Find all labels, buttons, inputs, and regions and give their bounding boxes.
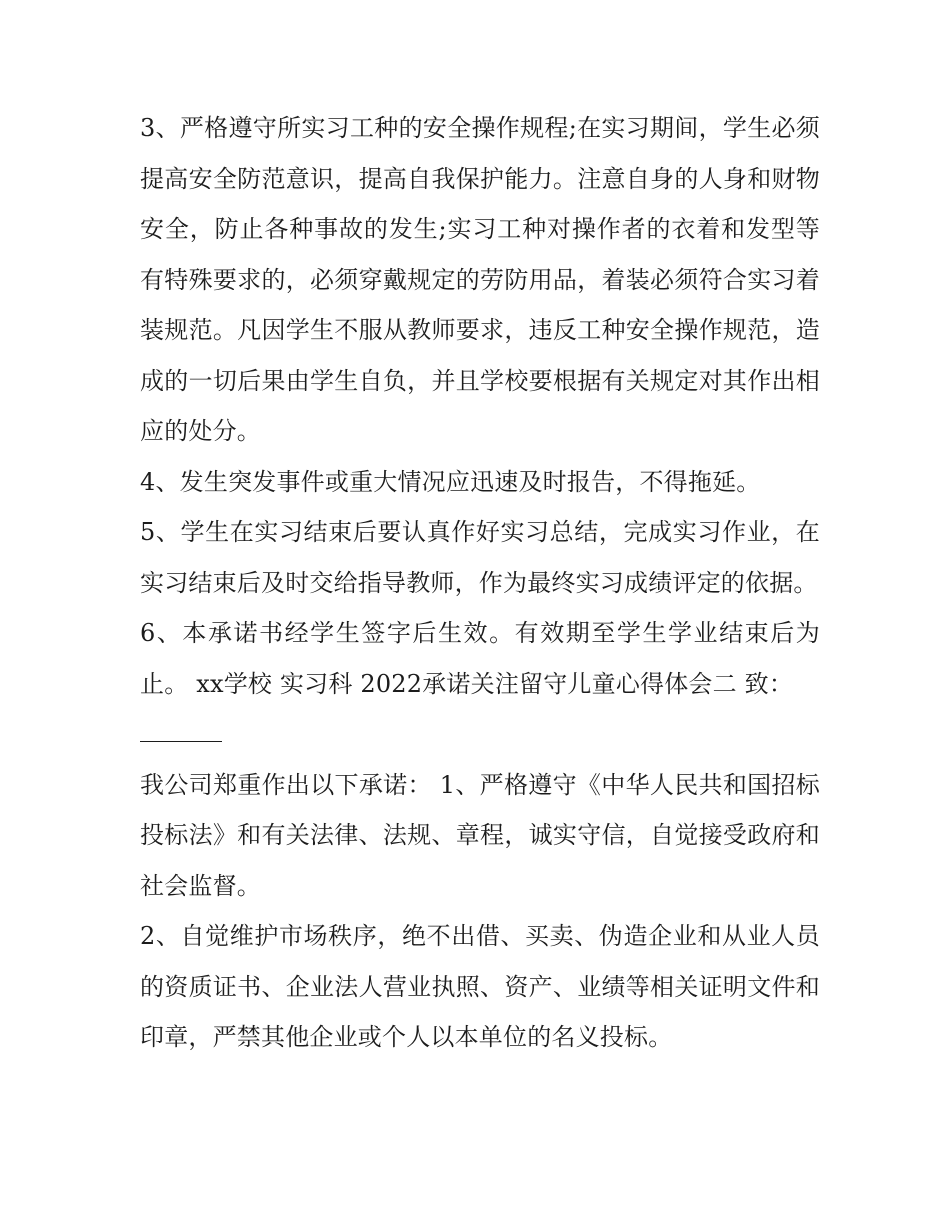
paragraph-company-pledge: 我公司郑重作出以下承诺： 1、严格遵守《中华人民共和国招标投标法》和有关法律、法规、章程，诚实守信，自觉接受政府和社会监督。 bbox=[140, 770, 820, 900]
paragraph-effective-period: 6、本承诺书经学生签字后生效。有效期至学生学业结束后为止。 xx学校 实习科 2022承诺关注留守儿童心得体会二 致： bbox=[140, 619, 820, 698]
paragraph-emergency-report: 4、发生突发事件或重大情况应迅速及时报告，不得拖延。 bbox=[140, 467, 761, 496]
paragraph-internship-summary: 5、学生在实习结束后要认真作好实习总结，完成实习作业，在实习结束后及时交给指导教师，作为最终实习成绩评定的依据。 bbox=[140, 518, 820, 597]
paragraph-market-order: 2、自觉维护市场秩序，绝不出借、买卖、伪造企业和从业人员的资质证书、企业法人营业执照、资产、业绩等相关证明文件和印章，严禁其他企业或个人以本单位的名义投标。 bbox=[140, 922, 820, 1051]
document-body bbox=[140, 103, 820, 1063]
addressee-underline bbox=[140, 741, 222, 742]
addressee-blank-line bbox=[140, 709, 820, 760]
paragraph-safety-rules: 3、严格遵守所实习工种的安全操作规程;在实习期间，学生必须提高安全防范意识，提高自我保护能力。注意自身的人身和财物安全，防止各种事故的发生;实习工种对操作者的衣着和发型等有特殊要求的，必须穿戴规定的劳防用品，着装必须符合实习着装规范。凡因学生不服从教师要求，违反工种安全操作规范，造成的一切后果由学生自负，并且学校要根据有关规定对其作出相应的处分。 bbox=[140, 114, 820, 445]
